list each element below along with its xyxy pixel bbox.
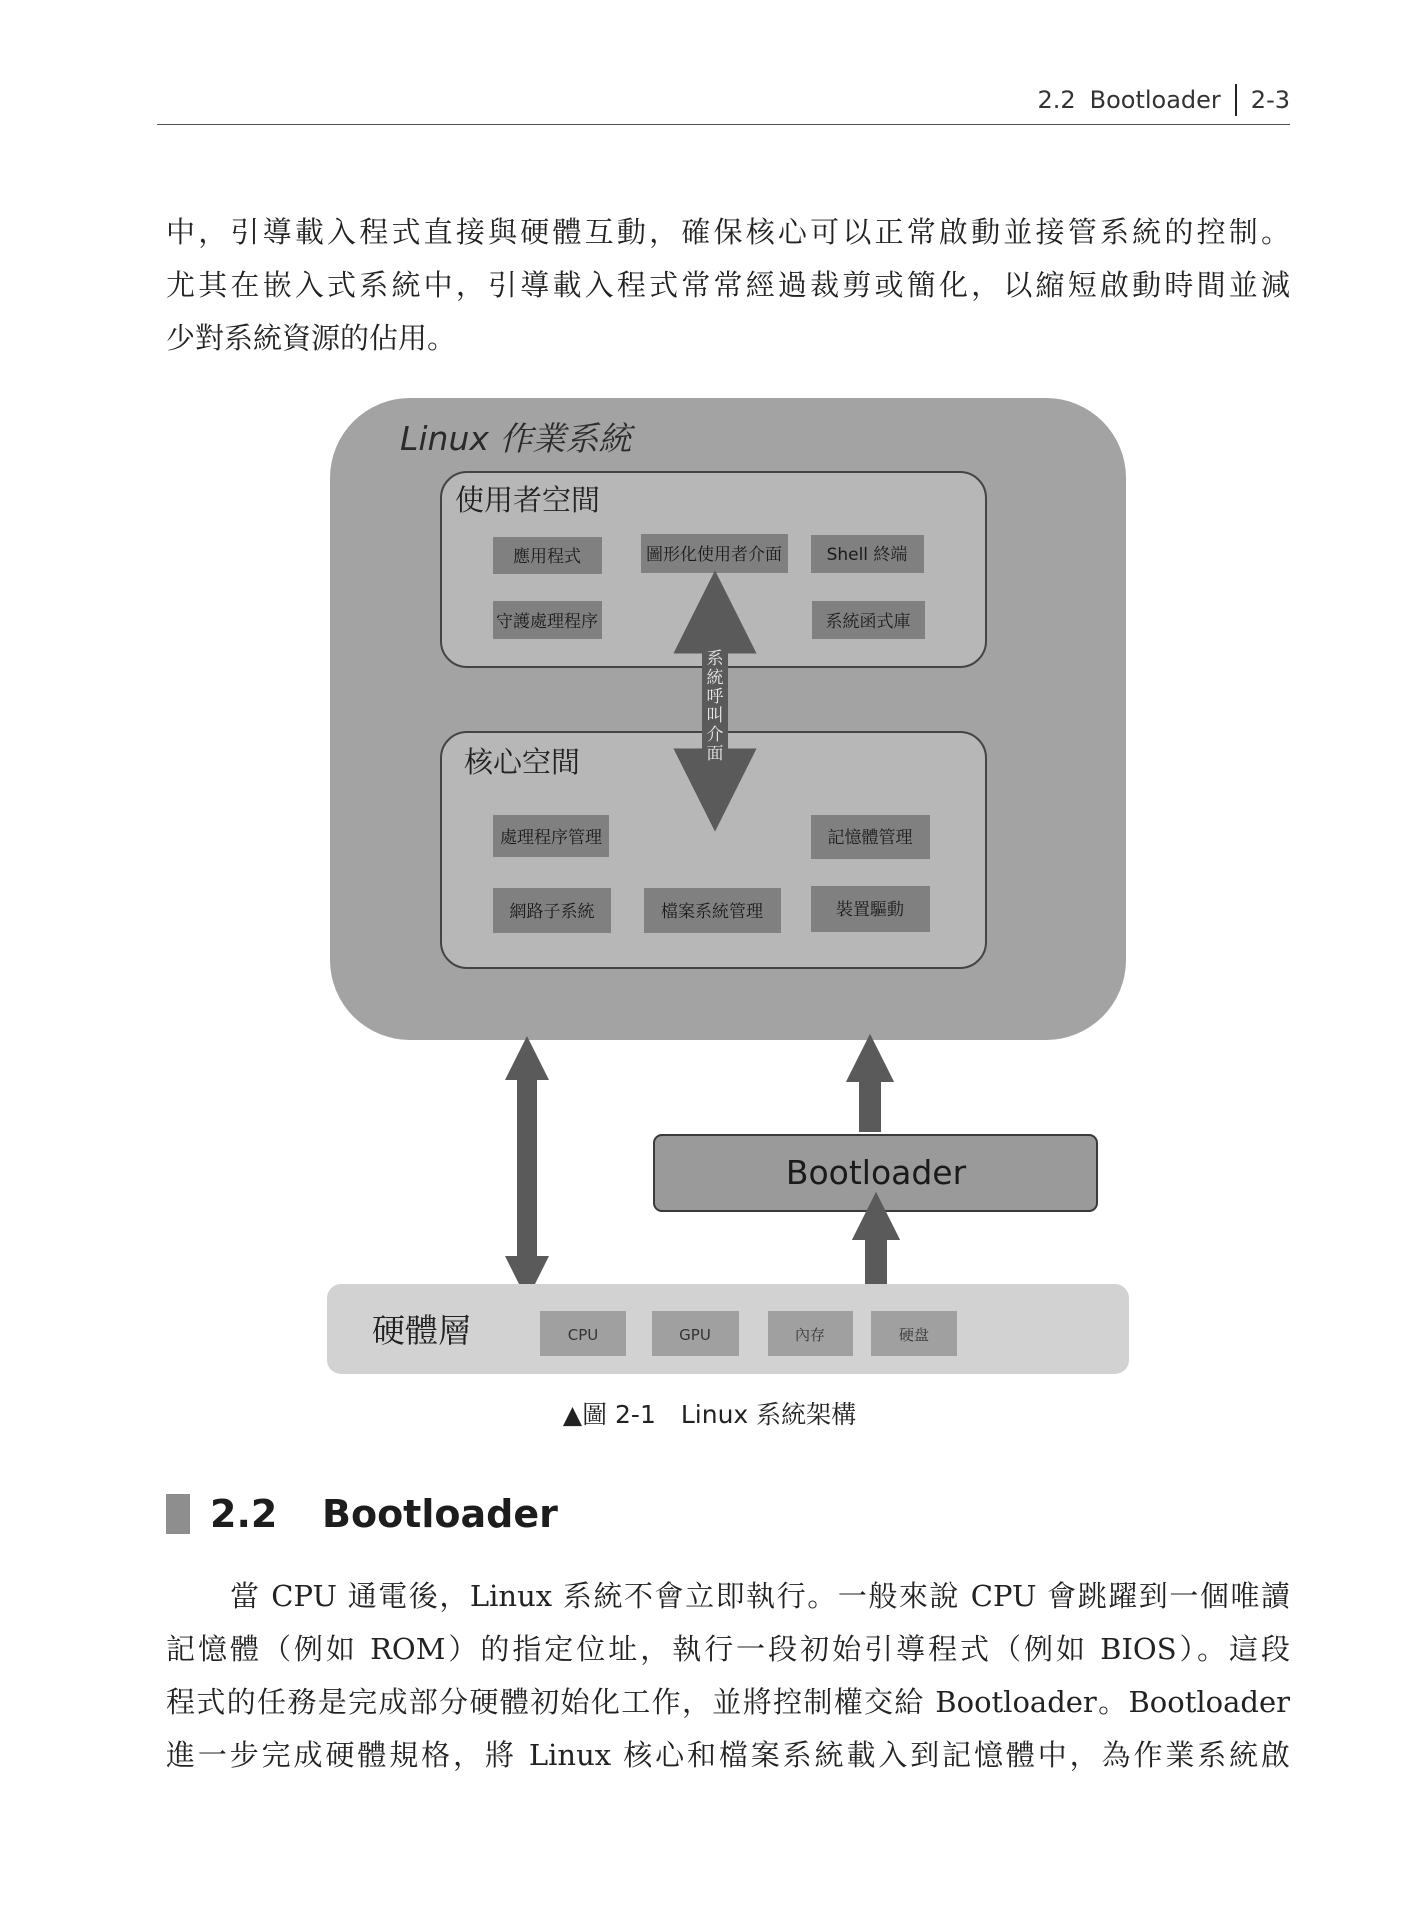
- running-head-section-title: Bootloader: [1089, 86, 1221, 114]
- user-space-title: 使用者空間: [455, 483, 601, 517]
- user-item-daemons: 守護處理程序: [496, 612, 598, 632]
- body-line-3: 程式的任務是完成部分硬體初始化工作，並將控制權交給 Bootloader。Bootloader: [166, 1685, 1290, 1719]
- body-line-4: 進一步完成硬體規格，將 Linux 核心和檔案系統載入到記憶體中，為作業系統啟: [166, 1738, 1290, 1772]
- user-item-shell: Shell 終端: [826, 545, 908, 565]
- section-number: 2.2: [210, 1492, 278, 1536]
- section-title: Bootloader: [322, 1492, 558, 1536]
- kernel-item-filesystem-management: 檔案系統管理: [661, 902, 763, 922]
- hardware-layer-title: 硬體層: [372, 1311, 471, 1350]
- os-title: Linux 作業系統: [400, 419, 632, 458]
- page-number: 2-3: [1250, 86, 1290, 114]
- user-item-gui: 圖形化使用者介面: [646, 545, 782, 565]
- hardware-item-memory: 內存: [794, 1326, 826, 1344]
- kernel-space-title: 核心空間: [464, 745, 581, 779]
- user-item-applications: 應用程式: [513, 547, 581, 567]
- section-heading: [166, 1484, 558, 1544]
- syscall-label-char: 系: [706, 649, 724, 669]
- intro-line-3: 少對系統資源的佔用。: [166, 321, 457, 355]
- hardware-item-disk: 硬盘: [898, 1326, 930, 1344]
- bootloader-label: Bootloader: [785, 1153, 967, 1192]
- syscall-label-char: 介: [706, 725, 724, 745]
- kernel-item-device-drivers: 裝置驅動: [836, 900, 904, 920]
- hardware-item-gpu: GPU: [679, 1326, 711, 1344]
- body-line-2: 記憶體（例如 ROM）的指定位址，執行一段初始引導程式（例如 BIOS）。這段: [166, 1632, 1290, 1666]
- syscall-interface-label: [707, 649, 724, 764]
- syscall-label-char: 呼: [706, 687, 724, 707]
- hardware-item-cpu: CPU: [567, 1326, 599, 1344]
- section-marker-bar: [166, 1494, 190, 1534]
- running-head-section-number: 2.2: [1037, 86, 1076, 114]
- syscall-label-char: 面: [706, 744, 724, 764]
- kernel-item-process-management: 處理程序管理: [500, 828, 602, 848]
- kernel-item-network-subsystem: 網路子系統: [509, 902, 595, 922]
- body-line-1: 當 CPU 通電後，Linux 系統不會立即執行。一般來說 CPU 會跳躍到一個唯讀: [230, 1579, 1290, 1613]
- syscall-label-char: 叫: [706, 706, 724, 726]
- figure-caption: ▲圖 2-1 Linux 系統架構: [562, 1400, 857, 1429]
- kernel-item-memory-management: 記憶體管理: [827, 828, 913, 848]
- syscall-label-char: 統: [706, 668, 724, 688]
- user-item-system-library: 系統函式庫: [825, 612, 911, 632]
- intro-line-1: 中，引導載入程式直接與硬體互動，確保核心可以正常啟動並接管系統的控制。: [166, 215, 1290, 249]
- intro-line-2: 尤其在嵌入式系統中，引導載入程式常常經過裁剪或簡化，以縮短啟動時間並減: [166, 268, 1290, 302]
